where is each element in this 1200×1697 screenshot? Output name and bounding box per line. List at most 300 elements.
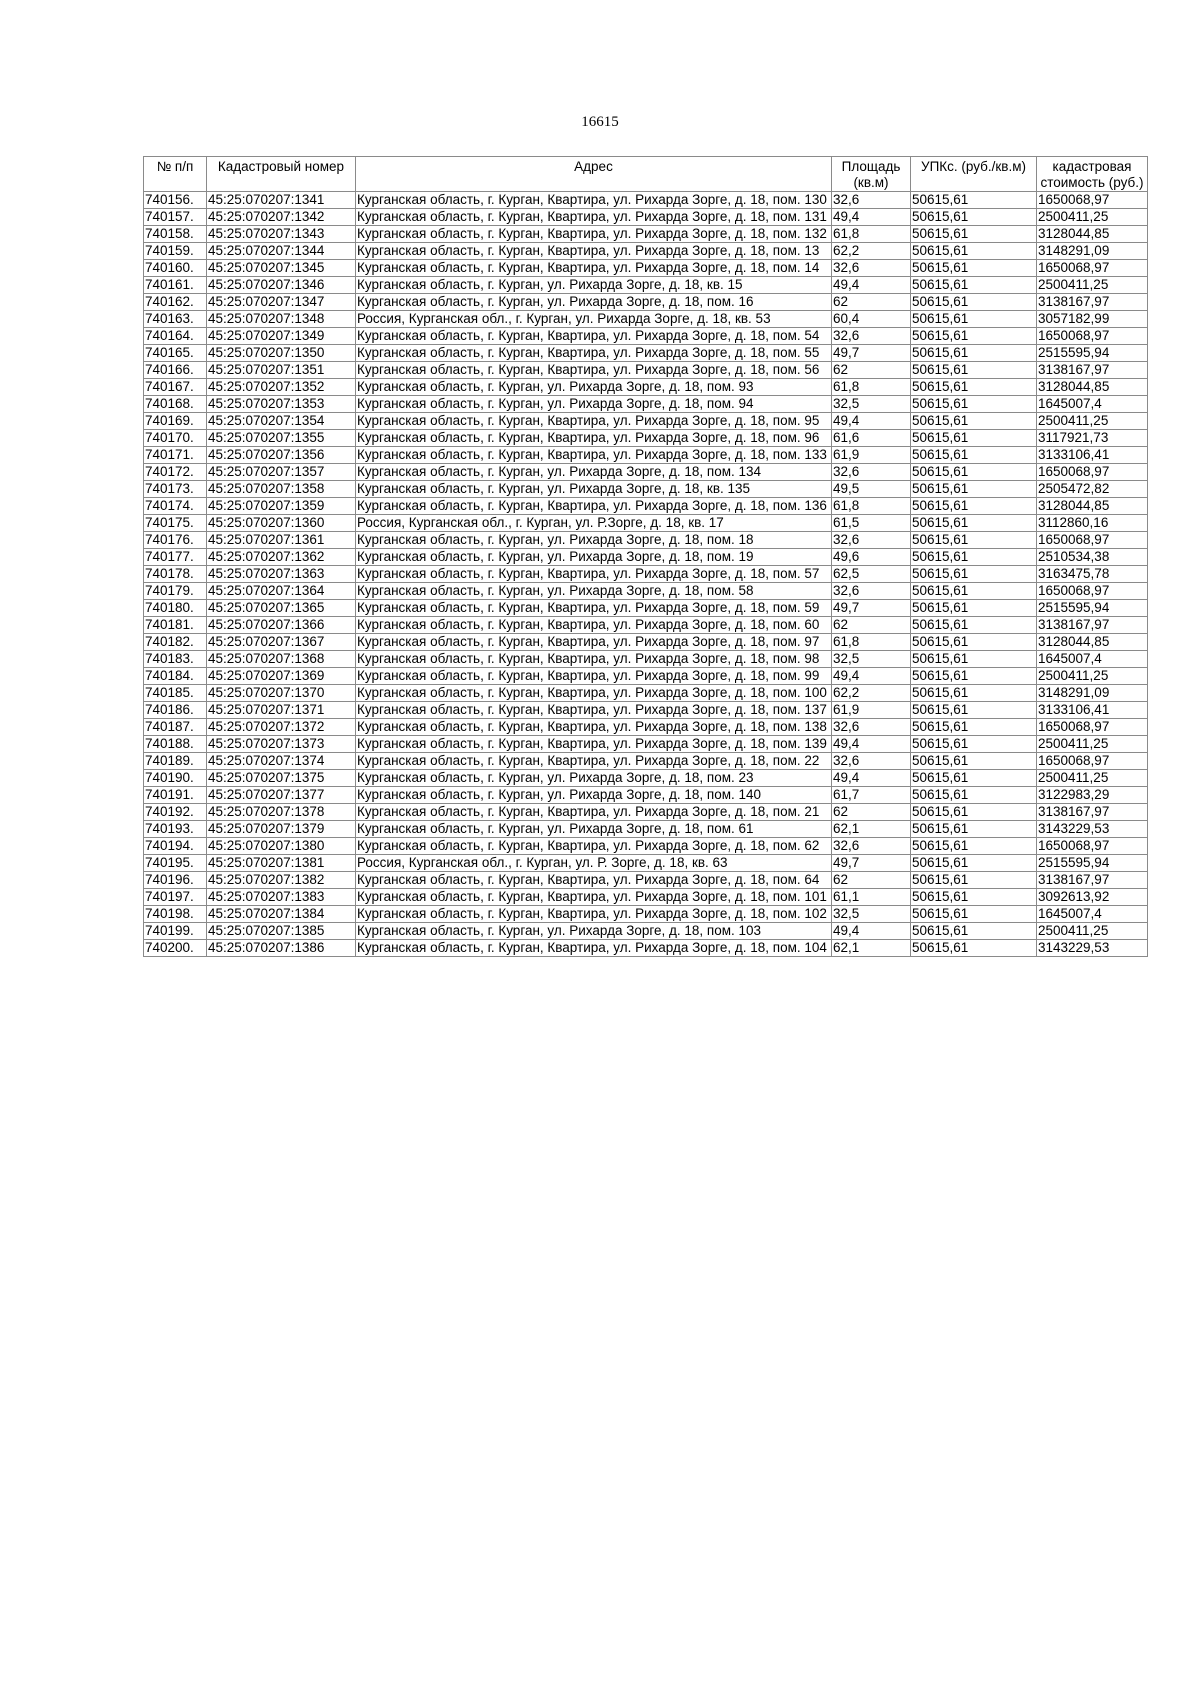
- cell-cadastral-cost: 3057182,99: [1037, 311, 1148, 328]
- cell-address: Курганская область, г. Курган, Квартира, ул. Рихарда Зорге, д. 18, пом. 138: [356, 719, 832, 736]
- cell-upks: 50615,61: [911, 923, 1037, 940]
- cell-cadastral-number: 45:25:070207:1359: [207, 498, 356, 515]
- cell-address: Курганская область, г. Курган, Квартира, ул. Рихарда Зорге, д. 18, пом. 102: [356, 906, 832, 923]
- cell-address: Курганская область, г. Курган, Квартира, ул. Рихарда Зорге, д. 18, пом. 131: [356, 209, 832, 226]
- cell-address: Курганская область, г. Курган, Квартира, ул. Рихарда Зорге, д. 18, пом. 132: [356, 226, 832, 243]
- cell-num: 740162.: [144, 294, 207, 311]
- cell-num: 740196.: [144, 872, 207, 889]
- cell-cadastral-cost: 3133106,41: [1037, 702, 1148, 719]
- cell-cadastral-cost: 2500411,25: [1037, 668, 1148, 685]
- cell-address: Курганская область, г. Курган, Квартира, ул. Рихарда Зорге, д. 18, пом. 104: [356, 940, 832, 957]
- cell-cadastral-cost: 1650068,97: [1037, 583, 1148, 600]
- cell-upks: 50615,61: [911, 651, 1037, 668]
- cell-cadastral-cost: 3128044,85: [1037, 498, 1148, 515]
- table-row: [144, 600, 1148, 617]
- cell-upks: 50615,61: [911, 821, 1037, 838]
- cell-num: 740160.: [144, 260, 207, 277]
- table-row: [144, 787, 1148, 804]
- cell-area: 49,4: [832, 277, 911, 294]
- table-row: [144, 617, 1148, 634]
- cell-cadastral-number: 45:25:070207:1382: [207, 872, 356, 889]
- cell-num: 740178.: [144, 566, 207, 583]
- cell-cadastral-number: 45:25:070207:1383: [207, 889, 356, 906]
- cell-cadastral-number: 45:25:070207:1343: [207, 226, 356, 243]
- cell-address: Курганская область, г. Курган, ул. Рихарда Зорге, д. 18, пом. 134: [356, 464, 832, 481]
- cell-cadastral-cost: 2500411,25: [1037, 770, 1148, 787]
- table-row: [144, 770, 1148, 787]
- table-row: [144, 583, 1148, 600]
- cell-area: 32,6: [832, 583, 911, 600]
- cadastral-value-table: [143, 156, 1148, 957]
- cell-cadastral-number: 45:25:070207:1369: [207, 668, 356, 685]
- table-row: [144, 413, 1148, 430]
- cell-area: 62: [832, 804, 911, 821]
- cell-upks: 50615,61: [911, 804, 1037, 821]
- cell-num: 740174.: [144, 498, 207, 515]
- cell-area: 61,7: [832, 787, 911, 804]
- table-row: [144, 923, 1148, 940]
- table-row: [144, 396, 1148, 413]
- cell-upks: 50615,61: [911, 617, 1037, 634]
- cell-area: 32,6: [832, 532, 911, 549]
- cell-cadastral-number: 45:25:070207:1380: [207, 838, 356, 855]
- cell-num: 740193.: [144, 821, 207, 838]
- cell-address: Курганская область, г. Курган, Квартира, ул. Рихарда Зорге, д. 18, пом. 64: [356, 872, 832, 889]
- cell-address: Курганская область, г. Курган, Квартира, ул. Рихарда Зорге, д. 18, пом. 101: [356, 889, 832, 906]
- cell-upks: 50615,61: [911, 583, 1037, 600]
- cell-address: Курганская область, г. Курган, Квартира, ул. Рихарда Зорге, д. 18, пом. 130: [356, 192, 832, 209]
- page-number: 16615: [581, 114, 619, 130]
- cell-cadastral-number: 45:25:070207:1386: [207, 940, 356, 957]
- cell-num: 740176.: [144, 532, 207, 549]
- cell-cadastral-number: 45:25:070207:1365: [207, 600, 356, 617]
- table-row: [144, 226, 1148, 243]
- cell-address: Курганская область, г. Курган, ул. Рихарда Зорге, д. 18, пом. 93: [356, 379, 832, 396]
- cell-address: Курганская область, г. Курган, ул. Рихарда Зорге, д. 18, пом. 19: [356, 549, 832, 566]
- table-row: [144, 702, 1148, 719]
- table-row: [144, 651, 1148, 668]
- header-cadastral-number: Кадастровый номер: [207, 157, 356, 192]
- cell-area: 49,4: [832, 736, 911, 753]
- cell-address: Курганская область, г. Курган, Квартира, ул. Рихарда Зорге, д. 18, пом. 137: [356, 702, 832, 719]
- cell-cadastral-number: 45:25:070207:1351: [207, 362, 356, 379]
- cell-cadastral-number: 45:25:070207:1370: [207, 685, 356, 702]
- cell-cadastral-number: 45:25:070207:1368: [207, 651, 356, 668]
- cell-cadastral-number: 45:25:070207:1375: [207, 770, 356, 787]
- cell-num: 740200.: [144, 940, 207, 957]
- cell-area: 62: [832, 617, 911, 634]
- cell-upks: 50615,61: [911, 770, 1037, 787]
- cell-num: 740180.: [144, 600, 207, 617]
- header-upks: УПКс. (руб./кв.м): [911, 157, 1037, 192]
- header-address: Адрес: [356, 157, 832, 192]
- table-row: [144, 889, 1148, 906]
- cell-num: 740158.: [144, 226, 207, 243]
- cell-cadastral-cost: 3092613,92: [1037, 889, 1148, 906]
- cell-num: 740175.: [144, 515, 207, 532]
- cell-cadastral-cost: 2510534,38: [1037, 549, 1148, 566]
- cell-cadastral-cost: 3117921,73: [1037, 430, 1148, 447]
- cell-upks: 50615,61: [911, 379, 1037, 396]
- cell-cadastral-cost: 1650068,97: [1037, 192, 1148, 209]
- cell-cadastral-number: 45:25:070207:1355: [207, 430, 356, 447]
- cell-upks: 50615,61: [911, 753, 1037, 770]
- cell-upks: 50615,61: [911, 311, 1037, 328]
- cell-cadastral-number: 45:25:070207:1381: [207, 855, 356, 872]
- cell-num: 740197.: [144, 889, 207, 906]
- cell-area: 32,6: [832, 464, 911, 481]
- cell-cadastral-number: 45:25:070207:1378: [207, 804, 356, 821]
- table-row: [144, 719, 1148, 736]
- table-row: [144, 260, 1148, 277]
- cell-address: Курганская область, г. Курган, Квартира, ул. Рихарда Зорге, д. 18, пом. 133: [356, 447, 832, 464]
- cell-num: 740183.: [144, 651, 207, 668]
- cell-cadastral-cost: 3138167,97: [1037, 362, 1148, 379]
- cell-cadastral-cost: 3112860,16: [1037, 515, 1148, 532]
- table-row: [144, 685, 1148, 702]
- cell-num: 740177.: [144, 549, 207, 566]
- table-row: [144, 430, 1148, 447]
- cell-num: 740184.: [144, 668, 207, 685]
- cell-num: 740179.: [144, 583, 207, 600]
- cell-cadastral-cost: 3138167,97: [1037, 804, 1148, 821]
- cell-area: 49,7: [832, 345, 911, 362]
- cell-upks: 50615,61: [911, 685, 1037, 702]
- cell-cadastral-cost: 1650068,97: [1037, 838, 1148, 855]
- cell-address: Курганская область, г. Курган, ул. Рихарда Зорге, д. 18, пом. 58: [356, 583, 832, 600]
- cell-cadastral-cost: 3138167,97: [1037, 617, 1148, 634]
- cell-upks: 50615,61: [911, 719, 1037, 736]
- cell-area: 61,8: [832, 498, 911, 515]
- cell-cadastral-number: 45:25:070207:1384: [207, 906, 356, 923]
- cell-upks: 50615,61: [911, 889, 1037, 906]
- cell-address: Курганская область, г. Курган, ул. Рихарда Зорге, д. 18, пом. 140: [356, 787, 832, 804]
- cell-address: Курганская область, г. Курган, Квартира, ул. Рихарда Зорге, д. 18, пом. 54: [356, 328, 832, 345]
- cell-num: 740171.: [144, 447, 207, 464]
- cell-num: 740169.: [144, 413, 207, 430]
- cell-area: 61,8: [832, 379, 911, 396]
- cell-address: Курганская область, г. Курган, Квартира, ул. Рихарда Зорге, д. 18, пом. 99: [356, 668, 832, 685]
- cell-area: 32,6: [832, 328, 911, 345]
- cell-address: Курганская область, г. Курган, Квартира, ул. Рихарда Зорге, д. 18, пом. 96: [356, 430, 832, 447]
- cell-cadastral-number: 45:25:070207:1362: [207, 549, 356, 566]
- cell-num: 740189.: [144, 753, 207, 770]
- cell-upks: 50615,61: [911, 838, 1037, 855]
- table-row: [144, 906, 1148, 923]
- cell-upks: 50615,61: [911, 328, 1037, 345]
- cell-area: 60,4: [832, 311, 911, 328]
- cell-address: Курганская область, г. Курган, ул. Рихарда Зорге, д. 18, пом. 16: [356, 294, 832, 311]
- cell-cadastral-number: 45:25:070207:1357: [207, 464, 356, 481]
- cell-area: 61,1: [832, 889, 911, 906]
- cell-address: Курганская область, г. Курган, Квартира, ул. Рихарда Зорге, д. 18, пом. 100: [356, 685, 832, 702]
- cell-cadastral-number: 45:25:070207:1360: [207, 515, 356, 532]
- header-num: № п/п: [144, 157, 207, 192]
- cell-cadastral-number: 45:25:070207:1361: [207, 532, 356, 549]
- cell-cadastral-cost: 1650068,97: [1037, 532, 1148, 549]
- cell-num: 740187.: [144, 719, 207, 736]
- cell-cadastral-number: 45:25:070207:1347: [207, 294, 356, 311]
- cell-upks: 50615,61: [911, 362, 1037, 379]
- cell-area: 32,5: [832, 651, 911, 668]
- cell-cadastral-number: 45:25:070207:1358: [207, 481, 356, 498]
- cell-upks: 50615,61: [911, 906, 1037, 923]
- cell-cadastral-number: 45:25:070207:1352: [207, 379, 356, 396]
- cell-cadastral-cost: 2515595,94: [1037, 600, 1148, 617]
- cell-num: 740185.: [144, 685, 207, 702]
- cell-cadastral-cost: 3128044,85: [1037, 634, 1148, 651]
- cell-address: Курганская область, г. Курган, Квартира, ул. Рихарда Зорге, д. 18, пом. 14: [356, 260, 832, 277]
- cell-upks: 50615,61: [911, 345, 1037, 362]
- cell-cadastral-number: 45:25:070207:1379: [207, 821, 356, 838]
- cell-cadastral-cost: 3138167,97: [1037, 294, 1148, 311]
- cell-cadastral-number: 45:25:070207:1345: [207, 260, 356, 277]
- cell-cadastral-cost: 3128044,85: [1037, 226, 1148, 243]
- cell-area: 61,9: [832, 702, 911, 719]
- table-row: [144, 532, 1148, 549]
- table-row: [144, 362, 1148, 379]
- cell-upks: 50615,61: [911, 855, 1037, 872]
- cell-area: 49,4: [832, 923, 911, 940]
- cell-cadastral-cost: 1645007,4: [1037, 651, 1148, 668]
- cell-upks: 50615,61: [911, 532, 1037, 549]
- cell-area: 32,6: [832, 838, 911, 855]
- cell-address: Курганская область, г. Курган, Квартира, ул. Рихарда Зорге, д. 18, пом. 139: [356, 736, 832, 753]
- cell-area: 49,7: [832, 600, 911, 617]
- cell-address: Курганская область, г. Курган, Квартира, ул. Рихарда Зорге, д. 18, пом. 21: [356, 804, 832, 821]
- cell-cadastral-cost: 3138167,97: [1037, 872, 1148, 889]
- cell-area: 62,1: [832, 821, 911, 838]
- cell-num: 740167.: [144, 379, 207, 396]
- cell-address: Курганская область, г. Курган, ул. Рихарда Зорге, д. 18, пом. 61: [356, 821, 832, 838]
- table-row: [144, 345, 1148, 362]
- cell-area: 61,9: [832, 447, 911, 464]
- cell-upks: 50615,61: [911, 940, 1037, 957]
- cell-num: 740188.: [144, 736, 207, 753]
- table-row: [144, 515, 1148, 532]
- table-row: [144, 804, 1148, 821]
- cell-cadastral-number: 45:25:070207:1346: [207, 277, 356, 294]
- cell-upks: 50615,61: [911, 209, 1037, 226]
- cell-address: Курганская область, г. Курган, Квартира, ул. Рихарда Зорге, д. 18, пом. 57: [356, 566, 832, 583]
- cell-area: 32,6: [832, 260, 911, 277]
- cell-area: 62: [832, 294, 911, 311]
- cell-cadastral-cost: 1645007,4: [1037, 396, 1148, 413]
- cell-cadastral-number: 45:25:070207:1344: [207, 243, 356, 260]
- cell-upks: 50615,61: [911, 515, 1037, 532]
- cell-num: 740191.: [144, 787, 207, 804]
- cell-area: 61,8: [832, 634, 911, 651]
- cell-cadastral-number: 45:25:070207:1364: [207, 583, 356, 600]
- cell-cadastral-number: 45:25:070207:1385: [207, 923, 356, 940]
- cell-address: Курганская область, г. Курган, Квартира, ул. Рихарда Зорге, д. 18, пом. 56: [356, 362, 832, 379]
- cell-cadastral-cost: 3143229,53: [1037, 821, 1148, 838]
- cell-num: 740190.: [144, 770, 207, 787]
- cell-upks: 50615,61: [911, 396, 1037, 413]
- cell-cadastral-number: 45:25:070207:1366: [207, 617, 356, 634]
- table-row: [144, 855, 1148, 872]
- cell-num: 740170.: [144, 430, 207, 447]
- cell-cadastral-cost: 1645007,4: [1037, 906, 1148, 923]
- cell-cadastral-number: 45:25:070207:1350: [207, 345, 356, 362]
- cell-cadastral-number: 45:25:070207:1342: [207, 209, 356, 226]
- cell-area: 49,6: [832, 549, 911, 566]
- cell-num: 740164.: [144, 328, 207, 345]
- cell-upks: 50615,61: [911, 668, 1037, 685]
- cell-address: Курганская область, г. Курган, ул. Рихарда Зорге, д. 18, кв. 15: [356, 277, 832, 294]
- cell-num: 740195.: [144, 855, 207, 872]
- cell-num: 740182.: [144, 634, 207, 651]
- cell-upks: 50615,61: [911, 226, 1037, 243]
- cell-cadastral-cost: 1650068,97: [1037, 328, 1148, 345]
- cell-address: Россия, Курганская обл., г. Курган, ул. Рихарда Зорге, д. 18, кв. 53: [356, 311, 832, 328]
- cell-num: 740198.: [144, 906, 207, 923]
- cell-upks: 50615,61: [911, 481, 1037, 498]
- cell-address: Курганская область, г. Курган, Квартира, ул. Рихарда Зорге, д. 18, пом. 95: [356, 413, 832, 430]
- cell-upks: 50615,61: [911, 549, 1037, 566]
- cell-upks: 50615,61: [911, 600, 1037, 617]
- cell-area: 49,5: [832, 481, 911, 498]
- cell-upks: 50615,61: [911, 260, 1037, 277]
- table-row: [144, 379, 1148, 396]
- cell-cadastral-number: 45:25:070207:1363: [207, 566, 356, 583]
- cell-address: Курганская область, г. Курган, ул. Рихарда Зорге, д. 18, пом. 23: [356, 770, 832, 787]
- cell-cadastral-cost: 2500411,25: [1037, 277, 1148, 294]
- cell-cadastral-cost: 2500411,25: [1037, 923, 1148, 940]
- cell-area: 49,4: [832, 668, 911, 685]
- cell-upks: 50615,61: [911, 464, 1037, 481]
- cell-upks: 50615,61: [911, 787, 1037, 804]
- cell-address: Курганская область, г. Курган, Квартира, ул. Рихарда Зорге, д. 18, пом. 62: [356, 838, 832, 855]
- table-row: [144, 668, 1148, 685]
- cell-area: 32,5: [832, 906, 911, 923]
- cell-cadastral-cost: 3148291,09: [1037, 685, 1148, 702]
- cell-area: 62: [832, 362, 911, 379]
- cell-cadastral-cost: 2505472,82: [1037, 481, 1148, 498]
- table-header-row: [144, 157, 1148, 192]
- cell-address: Курганская область, г. Курган, Квартира, ул. Рихарда Зорге, д. 18, пом. 136: [356, 498, 832, 515]
- cell-upks: 50615,61: [911, 702, 1037, 719]
- cell-num: 740165.: [144, 345, 207, 362]
- table-row: [144, 294, 1148, 311]
- cell-area: 49,4: [832, 413, 911, 430]
- cell-area: 49,4: [832, 770, 911, 787]
- cell-upks: 50615,61: [911, 566, 1037, 583]
- header-cadastral-cost: кадастровая стоимость (руб.): [1037, 157, 1148, 192]
- cell-cadastral-number: 45:25:070207:1353: [207, 396, 356, 413]
- cell-cadastral-number: 45:25:070207:1377: [207, 787, 356, 804]
- cell-address: Курганская область, г. Курган, Квартира, ул. Рихарда Зорге, д. 18, пом. 13: [356, 243, 832, 260]
- cell-upks: 50615,61: [911, 413, 1037, 430]
- cell-num: 740159.: [144, 243, 207, 260]
- cell-cadastral-cost: 1650068,97: [1037, 464, 1148, 481]
- cell-num: 740157.: [144, 209, 207, 226]
- cell-upks: 50615,61: [911, 872, 1037, 889]
- cell-area: 32,6: [832, 192, 911, 209]
- cell-num: 740199.: [144, 923, 207, 940]
- cell-area: 32,6: [832, 719, 911, 736]
- cell-cadastral-cost: 3148291,09: [1037, 243, 1148, 260]
- cell-upks: 50615,61: [911, 192, 1037, 209]
- table-row: [144, 209, 1148, 226]
- cell-address: Курганская область, г. Курган, ул. Рихарда Зорге, д. 18, пом. 18: [356, 532, 832, 549]
- cell-cadastral-cost: 2515595,94: [1037, 855, 1148, 872]
- cell-cadastral-cost: 3122983,29: [1037, 787, 1148, 804]
- cell-area: 61,8: [832, 226, 911, 243]
- cell-cadastral-number: 45:25:070207:1372: [207, 719, 356, 736]
- table-row: [144, 838, 1148, 855]
- cell-area: 32,5: [832, 396, 911, 413]
- cell-cadastral-number: 45:25:070207:1349: [207, 328, 356, 345]
- cell-cadastral-cost: 1650068,97: [1037, 260, 1148, 277]
- cell-upks: 50615,61: [911, 634, 1037, 651]
- cell-upks: 50615,61: [911, 430, 1037, 447]
- cell-num: 740186.: [144, 702, 207, 719]
- cell-num: 740173.: [144, 481, 207, 498]
- cell-cadastral-number: 45:25:070207:1371: [207, 702, 356, 719]
- table-body: [144, 192, 1148, 957]
- cell-area: 62,2: [832, 243, 911, 260]
- cell-area: 49,4: [832, 209, 911, 226]
- cell-cadastral-cost: 2515595,94: [1037, 345, 1148, 362]
- cell-address: Россия, Курганская обл., г. Курган, ул. Р.Зорге, д. 18, кв. 17: [356, 515, 832, 532]
- cell-address: Курганская область, г. Курган, Квартира, ул. Рихарда Зорге, д. 18, пом. 55: [356, 345, 832, 362]
- table-row: [144, 872, 1148, 889]
- cell-area: 62,5: [832, 566, 911, 583]
- cell-cadastral-cost: 3133106,41: [1037, 447, 1148, 464]
- table-row: [144, 736, 1148, 753]
- cell-upks: 50615,61: [911, 294, 1037, 311]
- cell-address: Курганская область, г. Курган, Квартира, ул. Рихарда Зорге, д. 18, пом. 97: [356, 634, 832, 651]
- cell-cadastral-cost: 2500411,25: [1037, 413, 1148, 430]
- table-row: [144, 481, 1148, 498]
- cell-area: 62,1: [832, 940, 911, 957]
- table-row: [144, 447, 1148, 464]
- cell-num: 740156.: [144, 192, 207, 209]
- cell-address: Курганская область, г. Курган, Квартира, ул. Рихарда Зорге, д. 18, пом. 22: [356, 753, 832, 770]
- table-row: [144, 498, 1148, 515]
- cell-num: 740181.: [144, 617, 207, 634]
- cell-upks: 50615,61: [911, 736, 1037, 753]
- cell-num: 740168.: [144, 396, 207, 413]
- cell-num: 740194.: [144, 838, 207, 855]
- table-row: [144, 192, 1148, 209]
- cell-upks: 50615,61: [911, 277, 1037, 294]
- table-row: [144, 328, 1148, 345]
- table-row: [144, 464, 1148, 481]
- cell-cadastral-number: 45:25:070207:1348: [207, 311, 356, 328]
- cell-cadastral-number: 45:25:070207:1367: [207, 634, 356, 651]
- cell-address: Курганская область, г. Курган, ул. Рихарда Зорге, д. 18, кв. 135: [356, 481, 832, 498]
- cell-cadastral-number: 45:25:070207:1374: [207, 753, 356, 770]
- cell-cadastral-cost: 3163475,78: [1037, 566, 1148, 583]
- cell-cadastral-cost: 3143229,53: [1037, 940, 1148, 957]
- cell-cadastral-cost: 1650068,97: [1037, 753, 1148, 770]
- cell-upks: 50615,61: [911, 498, 1037, 515]
- cell-num: 740166.: [144, 362, 207, 379]
- cell-num: 740172.: [144, 464, 207, 481]
- cell-area: 49,7: [832, 855, 911, 872]
- cell-area: 62,2: [832, 685, 911, 702]
- cell-address: Курганская область, г. Курган, Квартира, ул. Рихарда Зорге, д. 18, пом. 59: [356, 600, 832, 617]
- cell-num: 740161.: [144, 277, 207, 294]
- table-row: [144, 940, 1148, 957]
- cell-upks: 50615,61: [911, 243, 1037, 260]
- cell-area: 61,5: [832, 515, 911, 532]
- cell-num: 740163.: [144, 311, 207, 328]
- cell-cadastral-number: 45:25:070207:1341: [207, 192, 356, 209]
- cell-cadastral-cost: 2500411,25: [1037, 736, 1148, 753]
